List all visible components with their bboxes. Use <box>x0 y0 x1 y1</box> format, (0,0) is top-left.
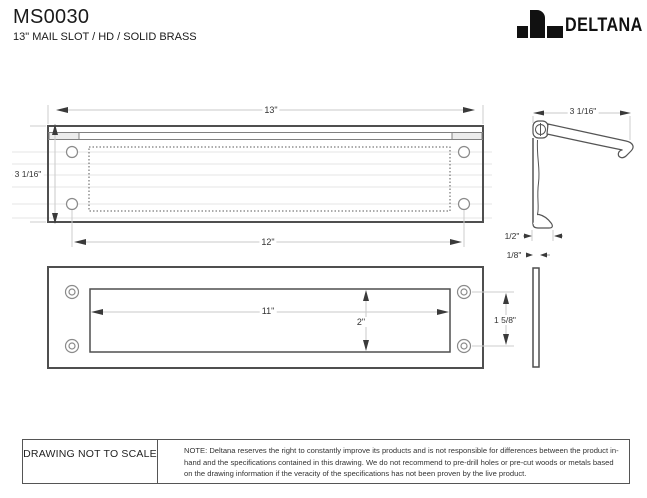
deltana-logo-text: DELTANA <box>565 15 643 36</box>
flap-outline-dotted <box>89 147 450 211</box>
dim-label-12: 12" <box>261 237 275 247</box>
plate-foot <box>533 215 552 229</box>
dim-label-half: 1/2" <box>504 231 520 241</box>
footer-box <box>22 439 630 484</box>
rear-view <box>48 267 483 368</box>
faint-projection-lines <box>12 152 492 218</box>
dim-label-2: 2" <box>356 317 366 327</box>
slot-opening <box>90 289 450 352</box>
page-title: MS0030 <box>13 6 90 28</box>
front-screw-holes <box>67 147 470 210</box>
open-flap <box>547 124 633 158</box>
dim-label-1-5-8: 1 5/8" <box>494 315 516 325</box>
dim-label-11: 11" <box>261 306 275 316</box>
front-view <box>48 126 483 222</box>
dim-eighth <box>526 253 550 258</box>
dim-label-3-1-16-left: 3 1/16" <box>14 169 42 179</box>
plate-edge-view <box>533 268 539 367</box>
side-view <box>533 111 633 229</box>
disclaimer-note: NOTE: Deltana reserves the right to constantly improve its products and is not responsible for differences between the product in-hand and the specifications contained in this drawing. We do not recommend to pre-drill holes or pre-cut woods or metals based on the drawing information if the veracity of the specifications has not been proven by the live product. <box>184 446 619 478</box>
product-subtitle: 13" MAIL SLOT / HD / SOLID BRASS <box>13 31 197 43</box>
dim-half <box>523 230 563 241</box>
hinge-tab-right <box>452 133 482 140</box>
dim-label-3-1-16-side: 3 1/16" <box>569 106 597 116</box>
dim-label-13: 13" <box>264 105 278 115</box>
dim-label-eighth: 1/8" <box>506 250 522 260</box>
scale-note: DRAWING NOT TO SCALE <box>23 440 158 483</box>
rear-screw-holes <box>66 286 471 353</box>
